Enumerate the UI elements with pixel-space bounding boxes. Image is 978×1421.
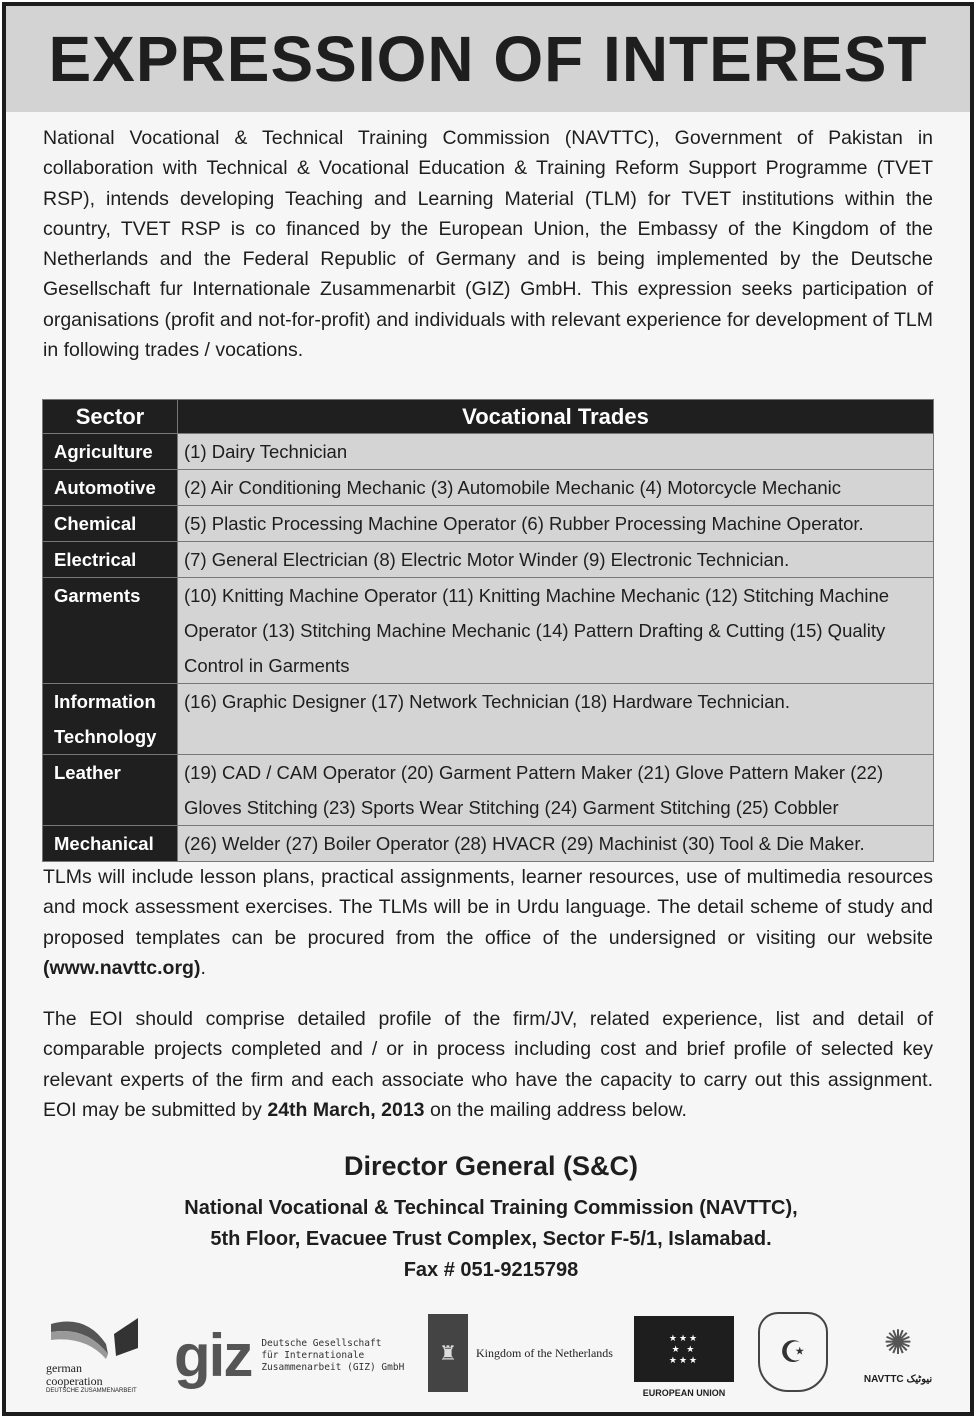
sector-cell: Automotive: [43, 470, 178, 506]
deadline: 24th March, 2013: [267, 1098, 425, 1121]
signature-address: 5th Floor, Evacuee Trust Complex, Sector F-5/1, Islamabad.: [210, 1228, 772, 1250]
german-flag-swoosh-icon: [46, 1314, 146, 1359]
trades-cell: (10) Knitting Machine Operator (11) Knitting Machine Mechanic (12) Stitching Machine Operator (13) Stitching Machine Mechanic (14) Pattern Drafting & Cutting (15) Quality Control in Garments: [178, 578, 934, 684]
table-row: [43, 470, 934, 506]
table-row: [43, 755, 934, 826]
navttc-urdu-text: نیوٹیک: [906, 1374, 933, 1385]
giz-mark: giz: [174, 1322, 252, 1389]
eu-text: EUROPEAN UNION: [642, 1388, 726, 1398]
giz-line: Zusammenarbeit (GIZ) GmbH: [261, 1361, 405, 1373]
table-row: [43, 506, 934, 542]
netherlands-text: Kingdom of the Netherlands: [476, 1345, 613, 1360]
trades-cell: (5) Plastic Processing Machine Operator (6) Rubber Processing Machine Operator.: [178, 506, 934, 542]
deutsche-text: DEUTSCHE ZUSAMMENARBEIT: [46, 1388, 137, 1394]
trades-cell: (2) Air Conditioning Mechanic (3) Automobile Mechanic (4) Motorcycle Mechanic: [178, 470, 934, 506]
trades-cell: (7) General Electrician (8) Electric Motor Winder (9) Electronic Technician.: [178, 542, 934, 578]
signature-block: [6, 1193, 976, 1286]
header-band: [6, 6, 970, 112]
signature-title: Director General (S&C): [343, 1151, 639, 1181]
netherlands-logo: [428, 1314, 613, 1392]
pakistan-emblem-icon: ☪: [758, 1312, 828, 1392]
sponsor-logos: [6, 1306, 976, 1406]
trades-cell: (26) Welder (27) Boiler Operator (28) HVACR (29) Machinist (30) Tool & Die Maker.: [178, 826, 934, 862]
eoi-paragraph: [43, 1004, 933, 1125]
sector-cell: Leather: [43, 755, 178, 826]
advertisement: [2, 2, 974, 1416]
header-sector: Sector: [43, 400, 178, 434]
table-row: [43, 542, 934, 578]
sector-cell: Information Technology: [43, 684, 178, 755]
sector-cell: Garments: [43, 578, 178, 684]
eu-stars-icon: ★★★ ★ ★ ★★★: [634, 1316, 734, 1382]
sector-cell: Electrical: [43, 542, 178, 578]
sector-cell: Mechanical: [43, 826, 178, 862]
tlm-text: TLMs will include lesson plans, practical assignments, learner resources, use of multimedia resources and mock assessment exercises. The TLMs will be in Urdu language. The detail scheme of study and proposed templates can be procured from the office of the undersigned or visiting our website: [43, 866, 933, 949]
eoi-text: The EOI should comprise detailed profile of the firm/JV, related experience, list and detail of comparable projects completed and / or in process including cost and brief profile of selected key relevant experts of the firm and each associate who have the capacity to carry out this assignment. EOI may be submitted by: [43, 1008, 933, 1121]
intro-paragraph: National Vocational & Technical Training Commission (NAVTTC), Government of Pakistan in collaboration with Technical & Vocational Education & Training Reform Support Programme (TVET RSP), intends developing Teaching and Learning Material (TLM) for TVET institutions within the country, TVET RSP is co financed by the European Union, the Embassy of the Kingdom of the Netherlands and the Federal Republic of Germany and is being implemented by the Deutsche Gesellschaft fur Internationale Zusammenarbit (GIZ) GmbH. This expression seeks participation of organisations (profit and not-for-profit) and individuals with relevant experience for development of TLM in following trades / vocations.: [43, 127, 933, 362]
giz-line: für Internationale: [261, 1349, 365, 1361]
signature-fax: Fax # 051-9215798: [403, 1259, 579, 1281]
signature-org: National Vocational & Techincal Training Commission (NAVTTC),: [184, 1197, 798, 1219]
trades-cell: (16) Graphic Designer (17) Network Technician (18) Hardware Technician.: [178, 684, 934, 755]
german-text: german: [46, 1361, 82, 1375]
website-link[interactable]: (www.navttc.org): [43, 956, 201, 979]
table-row: [43, 826, 934, 862]
table-row: [43, 434, 934, 470]
navttc-emblem-icon: ✺: [883, 1324, 913, 1362]
netherlands-crest-icon: ♜: [428, 1314, 468, 1392]
german-cooperation-logo: [46, 1314, 146, 1394]
page-title: EXPRESSION OF INTEREST: [48, 23, 928, 95]
header-trades: Vocational Trades: [178, 400, 934, 434]
cooperation-text: cooperation: [46, 1374, 103, 1388]
navttc-text: NAVTTC: [863, 1374, 904, 1385]
table-row: [43, 684, 934, 755]
trades-cell: (19) CAD / CAM Operator (20) Garment Pattern Maker (21) Glove Pattern Maker (22) Gloves Stitching (23) Sports Wear Stitching (24) Garment Stitching (25) Cobbler: [178, 755, 934, 826]
sector-cell: Chemical: [43, 506, 178, 542]
table-row: [43, 578, 934, 684]
trades-table: [42, 399, 934, 862]
sector-cell: Agriculture: [43, 434, 178, 470]
tlm-paragraph: TLMs will include lesson plans, practical assignments, learner resources, use of multimedia resources and mock assessment exercises. The TLMs will be in Urdu language. The detail scheme of study and proposed templates can be procured from the office of the undersigned or visiting our website (www.navttc.org).: [43, 866, 933, 979]
giz-logo: [174, 1322, 405, 1389]
giz-line: Deutsche Gesellschaft: [261, 1337, 382, 1349]
eu-logo: [634, 1316, 734, 1398]
navttc-logo: [858, 1312, 938, 1385]
eoi-text-end: on the mailing address below.: [429, 1098, 687, 1121]
trades-cell: (1) Dairy Technician: [178, 434, 934, 470]
